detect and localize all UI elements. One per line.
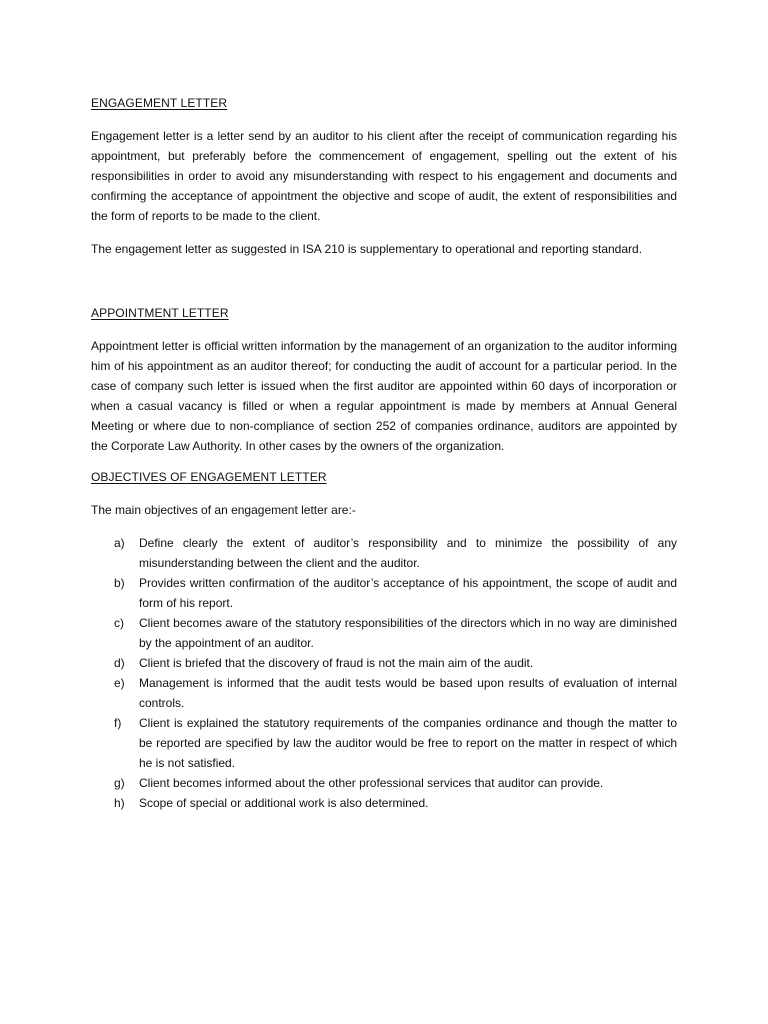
list-item [91, 533, 677, 573]
list-item [91, 673, 677, 713]
list-item [91, 793, 677, 813]
list-marker: c) [114, 616, 124, 630]
list-item [91, 613, 677, 653]
list-item [91, 573, 677, 613]
list-item-text: Client is explained the statutory requirements of the companies ordinance and though the matter to be reported are specified by law the auditor would be free to report on the matter in respect of which he is not satisfied. [139, 716, 677, 770]
objectives-list [91, 533, 677, 813]
document-page [91, 93, 677, 813]
list-marker: h) [114, 796, 125, 810]
list-item-text: Scope of special or additional work is also determined. [139, 796, 429, 810]
engagement-letter-heading: ENGAGEMENT LETTER [91, 96, 228, 110]
list-item [91, 653, 677, 673]
list-item-text: Client becomes aware of the statutory responsibilities of the directors which in no way are diminished by the appointment of an auditor. [139, 616, 677, 650]
list-item-text: Management is informed that the audit tests would be based upon results of evaluation of internal controls. [139, 676, 677, 710]
list-item [91, 773, 677, 793]
list-item [91, 713, 677, 773]
list-item-text: Define clearly the extent of auditor’s responsibility and to minimize the possibility of any misunderstanding between the client and the auditor. [139, 536, 677, 570]
isa-210-paragraph: The engagement letter as suggested in ISA 210 is supplementary to operational and reporting standard. [91, 242, 643, 256]
appointment-letter-paragraph: Appointment letter is official written information by the management of an organization to the auditor informing him of his appointment as an auditor thereof; for conducting the audit of account for a particular period. In the case of company such letter is issued when the first auditor are appointed within 60 days of incorporation or when a casual vacancy is filled or when a regular appointment is made by members at Annual General Meeting or where due to non-compliance of section 252 of companies ordinance, auditors are appointed by the Corporate Law Authority. In other cases by the owners of the organization. [91, 339, 677, 453]
objectives-heading: OBJECTIVES OF ENGAGEMENT LETTER [91, 470, 327, 484]
list-marker: e) [114, 676, 125, 690]
list-item-text: Client is briefed that the discovery of fraud is not the main aim of the audit. [139, 656, 534, 670]
list-marker: a) [114, 536, 125, 550]
appointment-letter-heading: APPOINTMENT LETTER [91, 306, 229, 320]
list-marker: g) [114, 776, 125, 790]
list-marker: b) [114, 576, 125, 590]
list-item-text: Provides written confirmation of the auditor’s acceptance of his appointment, the scope of audit and form of his report. [139, 576, 677, 610]
engagement-letter-paragraph: Engagement letter is a letter send by an auditor to his client after the receipt of communication regarding his appointment, but preferably before the commencement of engagement, spelling out the extent of his responsibilities in order to avoid any misunderstanding with respect to his engagement and documents and confirming the acceptance of appointment the objective and scope of audit, the extent of responsibilities and the form of reports to be made to the client. [91, 129, 677, 223]
list-marker: d) [114, 656, 125, 670]
list-item-text: Client becomes informed about the other professional services that auditor can provide. [139, 776, 604, 790]
list-marker: f) [114, 716, 122, 730]
objectives-intro: The main objectives of an engagement letter are:- [91, 503, 356, 517]
